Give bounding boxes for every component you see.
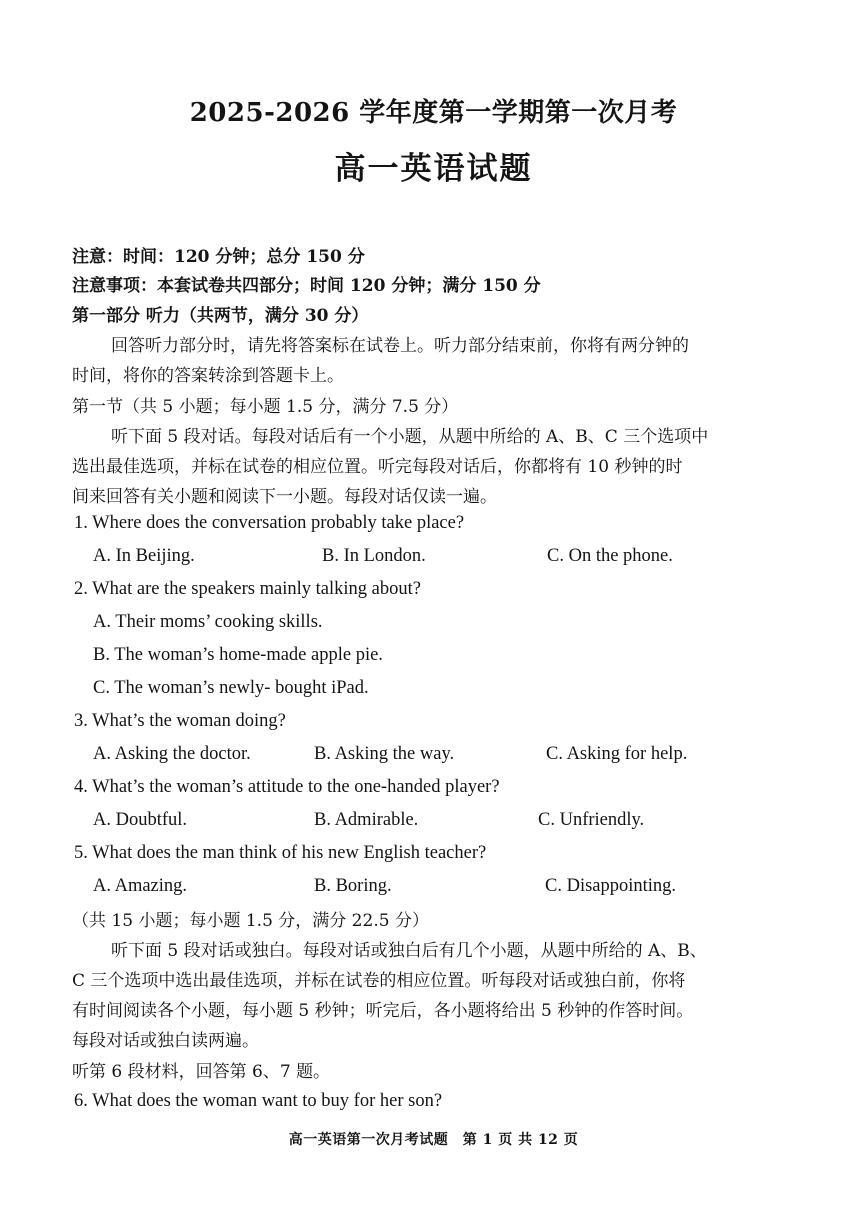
exam-subtitle: 高一英语试题 bbox=[334, 151, 533, 187]
intro-line: 时间，将你的答案转涂到答题卡上。 bbox=[72, 366, 344, 386]
q2-option-b: B. The woman’s home-made apple pie. bbox=[93, 645, 383, 665]
note-instructions: 注意事项：本套试卷共四部分；时间 120 分钟；满分 150 分 bbox=[72, 276, 541, 296]
q5-option-c: C. Disappointing. bbox=[545, 876, 677, 896]
section1-instruction: 听下面 5 段对话。每段对话后有一个小题，从题中所给的 A、B、C 三个选项中 bbox=[111, 427, 709, 447]
question-5: 5. What does the man think of his new English teacher? bbox=[74, 843, 487, 863]
question-6: 6. What does the woman want to buy for her son? bbox=[74, 1091, 443, 1111]
section1-instruction: 间来回答有关小题和阅读下一小题。每段对话仅读一遍。 bbox=[72, 487, 497, 507]
q2-option-a: A. Their moms’ cooking skills. bbox=[93, 612, 323, 632]
q4-option-c: C. Unfriendly. bbox=[538, 810, 645, 830]
exam-title: 2025-2026 学年度第一学期第一次月考 bbox=[189, 98, 678, 128]
question-1: 1. Where does the conversation probably take place? bbox=[74, 513, 465, 533]
q3-option-a: A. Asking the doctor. bbox=[93, 744, 251, 764]
q5-option-b: B. Boring. bbox=[314, 876, 392, 896]
section2-instruction: 听下面 5 段对话或独白。每段对话或独白后有几个小题，从题中所给的 A、B、 bbox=[111, 941, 707, 961]
q1-option-b: B. In London. bbox=[322, 546, 426, 566]
question-3: 3. What’s the woman doing? bbox=[74, 711, 286, 731]
material-heading: 听第 6 段材料，回答第 6、7 题。 bbox=[72, 1062, 331, 1082]
page-footer: 高一英语第一次月考试题 第 1 页 共 12 页 bbox=[288, 1132, 579, 1148]
q3-option-c: C. Asking for help. bbox=[546, 744, 688, 764]
part-heading: 第一部分 听力（共两节，满分 30 分） bbox=[72, 306, 369, 326]
section2-instruction: 每段对话或独白读两遍。 bbox=[72, 1031, 259, 1051]
section2-heading: （共 15 小题；每小题 1.5 分，满分 22.5 分） bbox=[72, 911, 429, 931]
section1-heading: 第一节（共 5 小题；每小题 1.5 分，满分 7.5 分） bbox=[72, 397, 459, 417]
section2-instruction: 有时间阅读各个小题，每小题 5 秒钟；听完后，各小题将给出 5 秒钟的作答时间。 bbox=[72, 1001, 694, 1021]
intro-line: 回答听力部分时，请先将答案标在试卷上。听力部分结束前，你将有两分钟的 bbox=[111, 336, 689, 356]
q4-option-b: B. Admirable. bbox=[314, 810, 419, 830]
section2-instruction: C 三个选项中选出最佳选项，并标在试卷的相应位置。听每段对话或独白前，你将 bbox=[72, 971, 686, 991]
q1-option-a: A. In Beijing. bbox=[93, 546, 195, 566]
q5-option-a: A. Amazing. bbox=[93, 876, 188, 896]
question-4: 4. What’s the woman’s attitude to the one-handed player? bbox=[74, 777, 500, 797]
q3-option-b: B. Asking the way. bbox=[314, 744, 455, 764]
q2-option-c: C. The woman’s newly- bought iPad. bbox=[93, 678, 369, 698]
q1-option-c: C. On the phone. bbox=[547, 546, 673, 566]
note-time: 注意：时间：120 分钟；总分 150 分 bbox=[72, 247, 365, 267]
section1-instruction: 选出最佳选项，并标在试卷的相应位置。听完每段对话后，你都将有 10 秒钟的时 bbox=[72, 457, 683, 477]
q4-option-a: A. Doubtful. bbox=[93, 810, 188, 830]
question-2: 2. What are the speakers mainly talking about? bbox=[74, 579, 421, 599]
